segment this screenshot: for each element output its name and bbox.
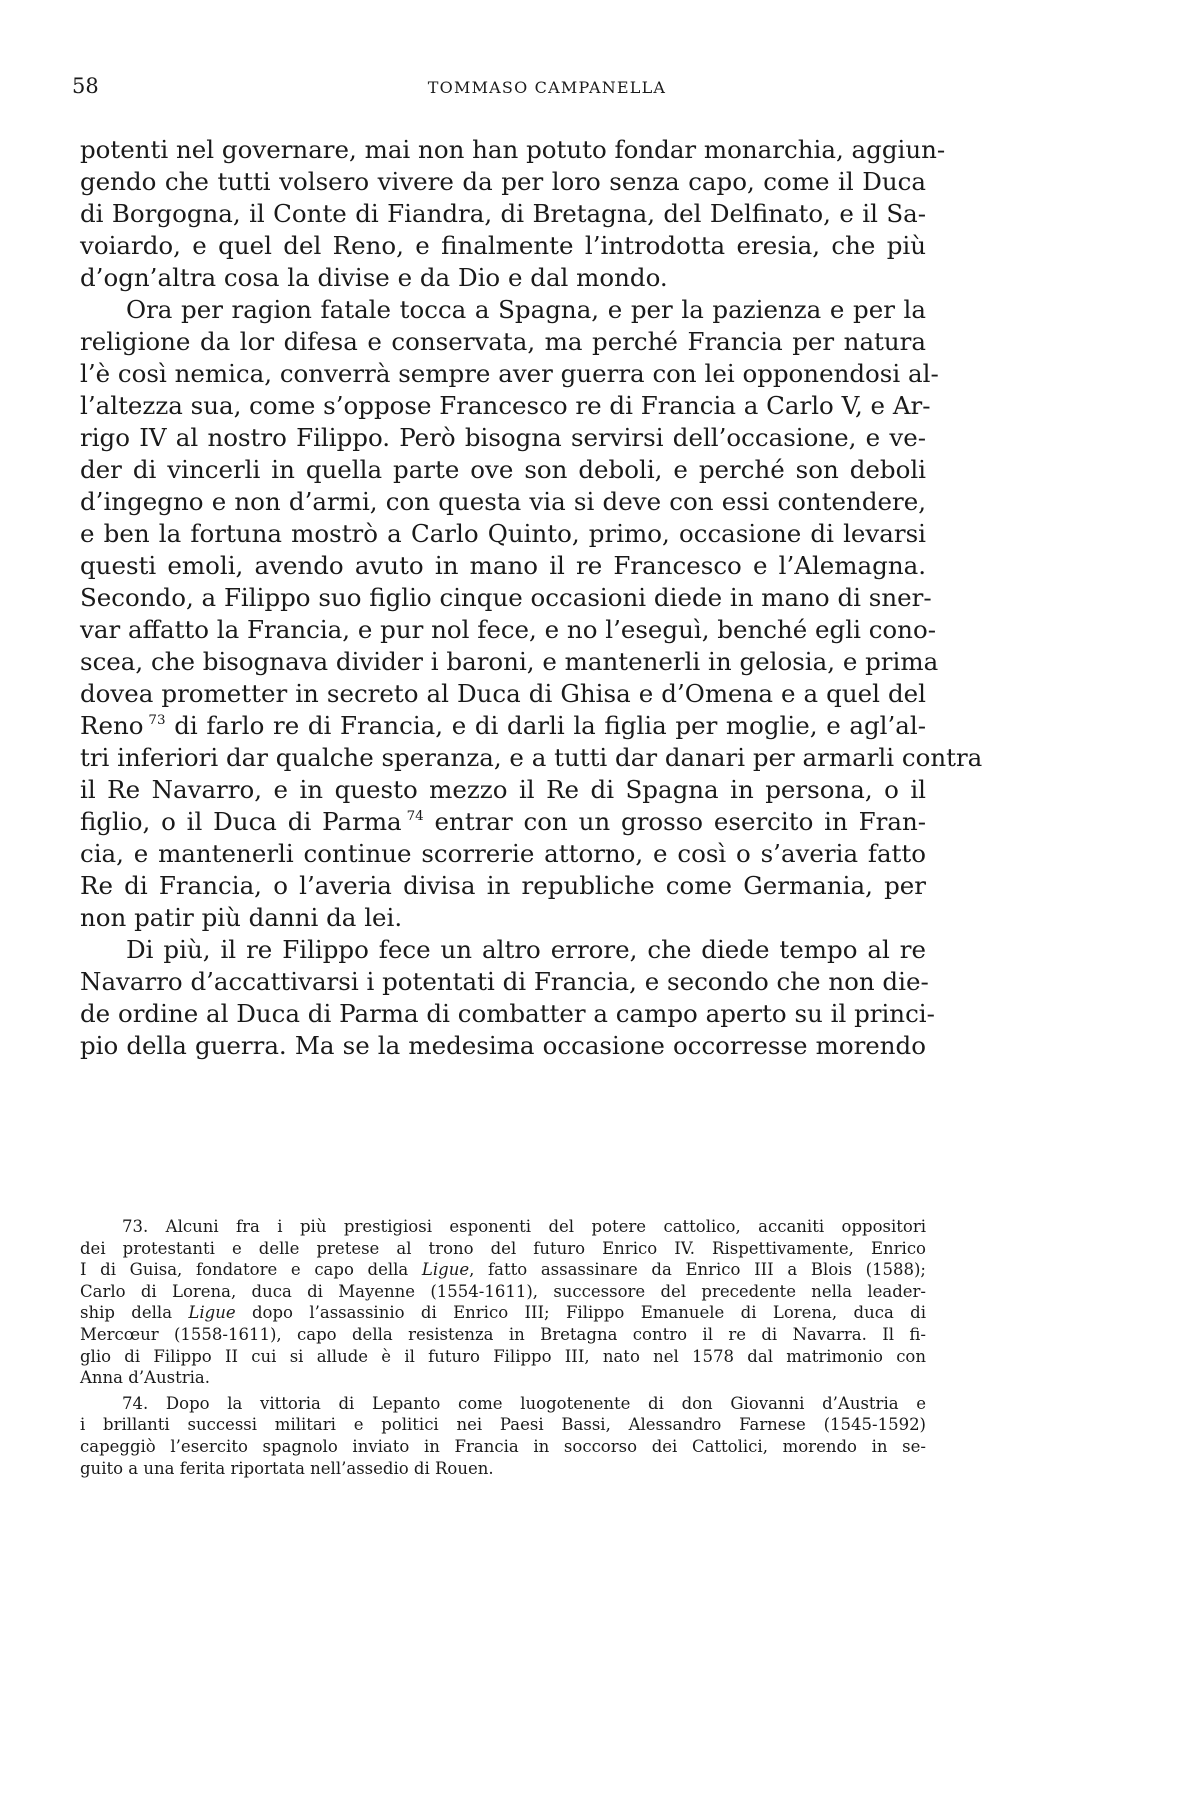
text-line: Navarro d’accattivarsi i potentati di Francia, e secondo che non die- — [80, 967, 929, 996]
text-line — [80, 806, 926, 838]
text-line: potenti nel governare, mai non han potuto fondar monarchia, aggiun- — [80, 135, 946, 164]
footnote-line: capeggiò l’esercito spagnolo inviato in Francia in soccorso dei Cattolici, morendo in se- — [80, 1436, 926, 1456]
text-line: gendo che tutti volsero vivere da per loro senza capo, come il Duca — [80, 167, 926, 196]
text-line: scea, che bisognava divider i baroni, e mantenerli in gelosia, e prima — [80, 647, 939, 676]
text-line: voiardo, e quel del Reno, e finalmente l’introdotta eresia, che più — [80, 231, 926, 260]
text-line: rigo IV al nostro Filippo. Però bisogna servirsi dell’occasione, e ve- — [80, 423, 926, 452]
italic-term: Ligue — [421, 1260, 470, 1280]
text-line: non patir più danni da lei. — [80, 903, 403, 932]
text-fragment: entrar con un grosso esercito in Fran- — [434, 807, 927, 836]
footnote-ref-73[interactable]: 73 — [148, 711, 166, 728]
running-title: TOMMASO CAMPANELLA — [427, 78, 667, 97]
text-line: var affatto la Francia, e pur nol fece, e no l’eseguì, benché egli cono- — [80, 615, 936, 644]
footnote-line: 73. Alcuni fra i più prestigiosi esponenti del potere cattolico, accaniti oppositori — [122, 1217, 926, 1236]
page-number: 58 — [72, 74, 99, 98]
text-line: d’ingegno e non d’armi, con questa via si deve con essi contendere, — [80, 487, 926, 516]
footnote-74 — [80, 1393, 926, 1479]
footnotes — [80, 1216, 926, 1479]
footnote-ref-74[interactable]: 74 — [406, 807, 424, 824]
text-line: Ora per ragion fatale tocca a Spagna, e per la pazienza e per la — [126, 295, 926, 324]
footnote-line: guito a una ferita riportata nell’assedio di Rouen. — [80, 1458, 494, 1478]
text-fragment: dopo l’assassinio di Enrico III; Filippo Emanuele di Lorena, duca di — [235, 1303, 926, 1323]
text-line: pio della guerra. Ma se la medesima occasione occorresse morendo — [80, 1031, 926, 1060]
footnote-73 — [80, 1216, 926, 1389]
text-line: de ordine al Duca di Parma di combatter a campo aperto su il princi- — [80, 999, 935, 1028]
footnote-line: Carlo di Lorena, duca di Mayenne (1554-1611), successore del precedente nella leader- — [80, 1281, 926, 1301]
text-line: cia, e mantenerli continue scorrerie attorno, e così o s’averia fatto — [80, 839, 926, 868]
text-line: Di più, il re Filippo fece un altro errore, che diede tempo al re — [126, 935, 926, 964]
footnote-line: i brillanti successi militari e politici nei Paesi Bassi, Alessandro Farnese (1545-1592) — [80, 1415, 926, 1435]
italic-term: Ligue — [188, 1303, 236, 1323]
page-header — [72, 74, 972, 104]
text-fragment: di farlo re di Francia, e di darli la figlia per moglie, e agl’al- — [174, 711, 926, 740]
text-line: dovea prometter in secreto al Duca di Ghisa e d’Omena e a quel del — [80, 679, 926, 708]
text-line: Secondo, a Filippo suo figlio cinque occasioni diede in mano di sner- — [80, 583, 932, 612]
text-fragment: Reno — [80, 711, 144, 740]
text-line: di Borgogna, il Conte di Fiandra, di Bretagna, del Delfinato, e il Sa- — [80, 199, 926, 228]
text-line: questi emoli, avendo avuto in mano il re Francesco e l’Alemagna. — [80, 551, 926, 580]
footnote-line — [80, 1302, 926, 1324]
footnote-line: Anna d’Austria. — [80, 1368, 210, 1388]
text-line: der di vincerli in quella parte ove son deboli, e perché son deboli — [80, 455, 926, 484]
text-fragment: figlio, o il Duca di Parma — [80, 807, 402, 836]
text-fragment: I di Guisa, fondatore e capo della — [80, 1260, 422, 1280]
text-fragment: , fatto assassinare da Enrico III a Blois (1588); — [469, 1260, 926, 1280]
text-line: tri inferiori dar qualche speranza, e a tutti dar danari per armarli contra — [80, 743, 983, 772]
text-line: l’è così nemica, converrà sempre aver guerra con lei opponendosi al- — [80, 359, 939, 388]
text-line: d’ogn’altra cosa la divise e da Dio e dal mondo. — [80, 263, 668, 292]
text-line: il Re Navarro, e in questo mezzo il Re di Spagna in persona, o il — [80, 775, 926, 804]
footnote-line — [80, 1259, 926, 1281]
text-line: e ben la fortuna mostrò a Carlo Quinto, primo, occasione di levarsi — [80, 519, 926, 548]
text-fragment: ship della — [80, 1303, 189, 1323]
footnote-line: Mercœur (1558-1611), capo della resistenza in Bretagna contro il re di Navarra. Il fi- — [80, 1324, 926, 1344]
text-line: Re di Francia, o l’averia divisa in republiche come Germania, per — [80, 871, 926, 900]
footnote-line: 74. Dopo la vittoria di Lepanto come luogotenente di don Giovanni d’Austria e — [122, 1393, 926, 1413]
footnote-line: dei protestanti e delle pretese al trono del futuro Enrico IV. Rispettivamente, Enrico — [80, 1238, 926, 1258]
text-line: l’altezza sua, come s’oppose Francesco re di Francia a Carlo V, e Ar- — [80, 391, 931, 420]
main-text — [80, 134, 983, 1062]
footnote-line: glio di Filippo II cui si allude è il futuro Filippo III, nato nel 1578 dal matrimonio con — [80, 1346, 926, 1366]
text-line: religione da lor difesa e conservata, ma perché Francia per natura — [80, 327, 926, 356]
text-line — [80, 710, 926, 742]
